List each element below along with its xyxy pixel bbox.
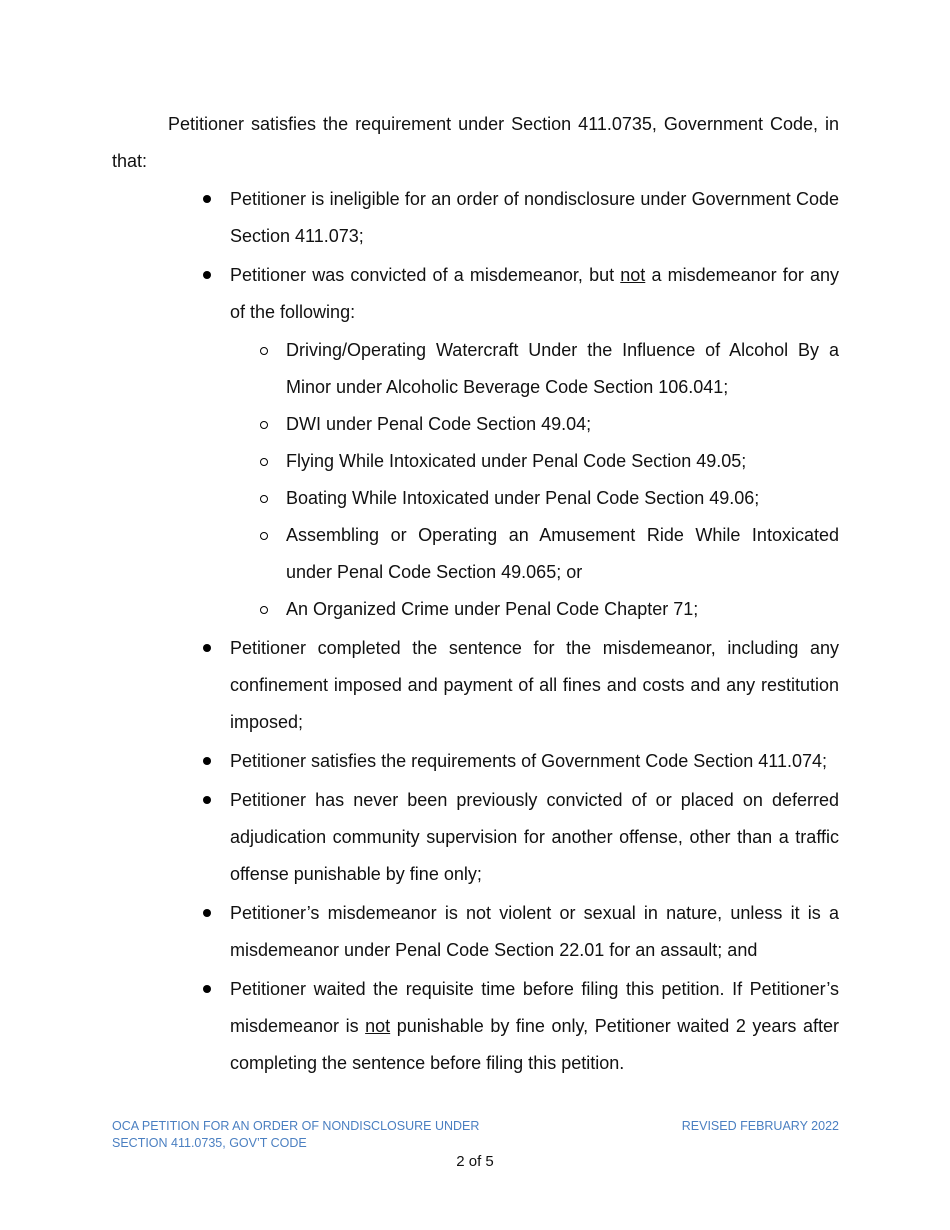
sub-list-item <box>286 332 839 406</box>
footer-form-title <box>112 1118 492 1152</box>
underlined-not: not <box>365 1016 391 1036</box>
list-item-text: Petitioner has never been previously convicted of or placed on deferred adjudication community supervision for another offense, other than a traffic offense punishable by fine only; <box>230 790 839 884</box>
bullet-dot-icon <box>203 195 211 203</box>
document-body <box>112 106 839 1084</box>
hollow-bullet-icon <box>260 458 268 466</box>
list-item <box>230 895 839 969</box>
list-item <box>230 181 839 255</box>
hollow-bullet-icon <box>260 606 268 614</box>
requirements-list <box>112 181 839 1082</box>
hollow-bullet-icon <box>260 421 268 429</box>
bullet-dot-icon <box>203 985 211 993</box>
bullet-dot-icon <box>203 796 211 804</box>
list-item <box>230 630 839 741</box>
hollow-bullet-icon <box>260 347 268 355</box>
footer-revision-date: REVISED FEBRUARY 2022 <box>681 1119 839 1133</box>
sub-list-item-text: An Organized Crime under Penal Code Chapter 71; <box>286 599 699 619</box>
list-item-text: Petitioner is ineligible for an order of nondisclosure under Government Code Section 411.073; <box>230 189 839 246</box>
intro-paragraph: Petitioner satisfies the requirement under Section 411.0735, Government Code, in that: <box>112 114 839 171</box>
list-item <box>230 257 839 628</box>
list-item-text: Petitioner completed the sentence for the misdemeanor, including any confinement imposed and payment of all fines and costs and any restitution imposed; <box>230 638 839 732</box>
underlined-not: not <box>620 265 646 285</box>
bullet-dot-icon <box>203 271 211 279</box>
page-number: 2 of 5 <box>456 1153 494 1170</box>
sub-list-item-text: Boating While Intoxicated under Penal Code Section 49.06; <box>286 488 760 508</box>
list-item-text: Petitioner’s misdemeanor is not violent or sexual in nature, unless it is a misdemeanor under Penal Code Section 22.01 for an assault; and <box>230 903 839 960</box>
excluded-offenses-list <box>230 332 839 628</box>
list-item <box>230 782 839 893</box>
sub-list-item <box>286 480 839 517</box>
list-item <box>230 971 839 1082</box>
list-item <box>230 743 839 780</box>
sub-list-item <box>286 591 839 628</box>
bullet-dot-icon <box>203 644 211 652</box>
sub-list-item <box>286 517 839 591</box>
list-item-text: Petitioner was convicted of a misdemeanor, but not a misdemeanor for any of the following: <box>230 265 839 322</box>
sub-list-item-text: Flying While Intoxicated under Penal Code Section 49.05; <box>286 451 747 471</box>
footer-title-line: OCA PETITION FOR AN ORDER OF NONDISCLOSURE UNDER <box>112 1119 480 1133</box>
sub-list-item-text: Assembling or Operating an Amusement Ride While Intoxicated under Penal Code Section 49.065; or <box>286 525 839 582</box>
list-item-text: Petitioner waited the requisite time before filing this petition. If Petitioner’s misdemeanor is not punishable by fine only, Petitioner waited 2 years after completing the sentence before filing this petition. <box>230 979 839 1073</box>
footer-title-line: SECTION 411.0735, GOV’T CODE <box>112 1136 307 1150</box>
list-item-text: Petitioner satisfies the requirements of Government Code Section 411.074; <box>230 751 827 771</box>
sub-list-item <box>286 406 839 443</box>
sub-list-item-text: DWI under Penal Code Section 49.04; <box>286 414 592 434</box>
hollow-bullet-icon <box>260 532 268 540</box>
sub-list-item <box>286 443 839 480</box>
sub-list-item-text: Driving/Operating Watercraft Under the Influence of Alcohol By a Minor under Alcoholic Beverage Code Section 106.041; <box>286 340 839 397</box>
bullet-dot-icon <box>203 909 211 917</box>
bullet-dot-icon <box>203 757 211 765</box>
hollow-bullet-icon <box>260 495 268 503</box>
